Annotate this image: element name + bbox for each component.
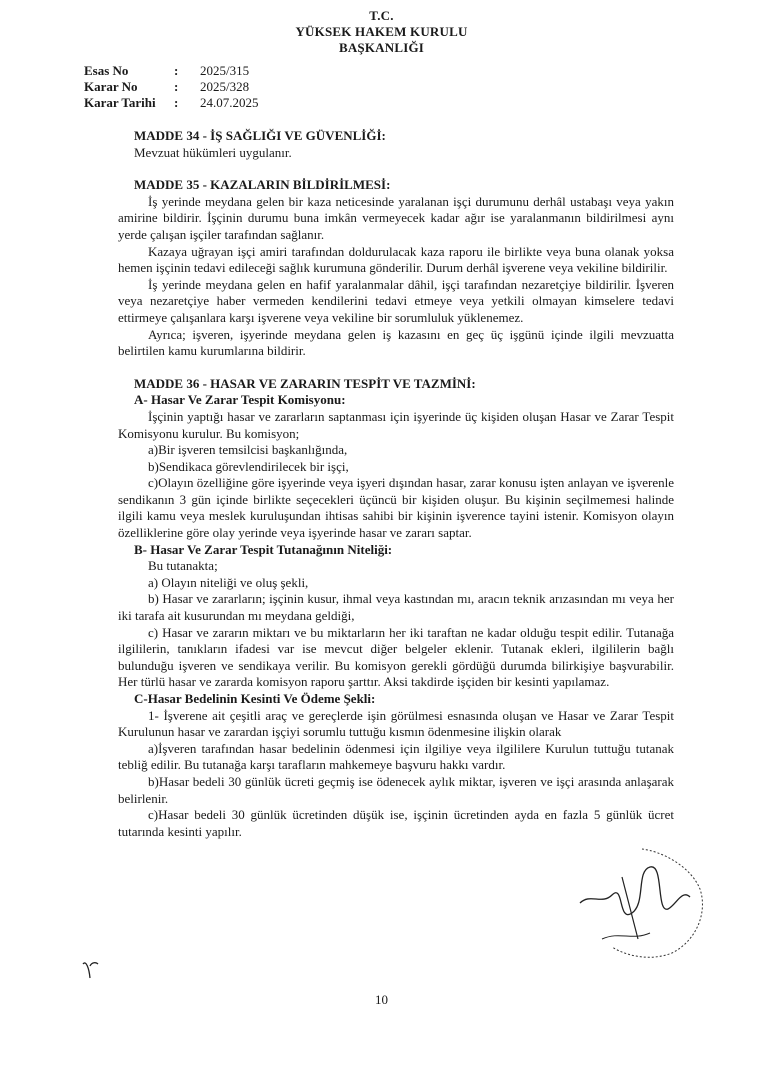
article-35-paragraph: İş yerinde meydana gelen bir kaza neticesinde yaralanan işçi durumunu derhâl ustabaşı veya yakın amirine bildirir. İşçinin durumu buna imkân vermeyecek kadar ağır ise yaralanmanın bildirilmesi aynı yerde çalışan işçiler tarafından sağlanır. (118, 193, 674, 242)
document-body (118, 128, 674, 840)
section-b-item: a) Olayın niteliği ve oluş şekli, (148, 574, 309, 590)
handwritten-signature (572, 843, 712, 963)
header-line-office: BAŞKANLIĞI (338, 40, 425, 55)
header-line-tc: T.C. (369, 8, 394, 23)
header-line-institution: YÜKSEK HAKEM KURULU (295, 24, 468, 39)
case-metadata (84, 63, 259, 111)
meta-value: 2025/315 (200, 63, 250, 78)
meta-colon: : (174, 95, 179, 110)
page-number: 10 (375, 992, 388, 1007)
meta-value: 24.07.2025 (200, 95, 259, 110)
section-b-item: c) Hasar ve zararın miktarı ve bu miktarların her iki taraftan ne kadar olduğu tespit edilir. Tutanağa ilgililerin, tanıkların ifadesi var ise mevcut diğer belgeler eklenir. Tutanak ekleri, ilgililerin bağlı bulunduğu işveren ve sendikaya verilir. Bu komisyon gerekli gördüğü durumda bilirkişiye başvurabilir. Her türlü hasar ve zararda komisyon raporu şarttır. Aksi takdirde işçiden bir kesinti yapılamaz. (118, 624, 674, 690)
margin-initial-mark (80, 958, 100, 980)
article-34-title: MADDE 34 - İŞ SAĞLIĞI VE GÜVENLİĞİ: (134, 128, 386, 143)
section-b-item: b) Hasar ve zararların; işçinin kusur, ihmal veya kastından mı, aracın teknik arızasından mı veya her iki tarafa ait kusurundan mı meydana geldiği, (118, 591, 674, 624)
meta-colon: : (174, 79, 179, 94)
article-35-title: MADDE 35 - KAZALARIN BİLDİRİLMESİ: (134, 177, 391, 193)
meta-value: 2025/328 (200, 79, 250, 94)
section-c-paragraph: 1- İşverene ait çeşitli araç ve gereçlerde işin görülmesi esnasında oluşan ve Hasar ve Zarar Tespit Kurulunun hasar ve zarardan işçiyi sorumlu tuttuğu kısmın ödenmesine ilişkin olarak (118, 707, 674, 740)
section-c-item: c)Hasar bedeli 30 günlük ücretinden düşük ise, işçinin ücretinden ayda en fazla 5 günlük ücret tutarında kesinti yapılır. (118, 807, 674, 839)
section-a-item: c)Olayın özelliğine göre işyerinde veya işyeri dışından hasar, zarar konusu işten anlayan ve işverenle sendikanın 3 gün içinde birlikte seçecekleri üçüncü bir kişiden oluşur. Bu kişinin seçilmemesi halinde ilgili kamu veya meslek kuruluşundan ihtisas sahibi bir kişinin işverence tayini istenir. Komisyon olayın özelliklerine göre olay yerinde veya işyerinde hasar ve zararı saptar. (118, 475, 674, 541)
meta-key: Karar Tarihi (84, 95, 156, 110)
meta-row-tarih (84, 95, 259, 111)
article-36-title: MADDE 36 - HASAR VE ZARARIN TESPİT VE TAZMİNİ: (134, 375, 476, 391)
meta-row-karar (84, 79, 259, 95)
meta-key: Esas No (84, 63, 129, 78)
section-a-paragraph: İşçinin yaptığı hasar ve zararların saptanması için işyerinde üç kişiden oluşan Hasar ve Zarar Tespit Komisyonu kurulur. Bu komisyon; (118, 408, 674, 441)
section-a-item: a)Bir işveren temsilcisi başkanlığında, (148, 442, 348, 458)
document-header (0, 8, 763, 56)
meta-key: Karar No (84, 79, 138, 94)
section-c-item: b)Hasar bedeli 30 günlük ücreti geçmiş ise ödenecek aylık miktar, işveren ve işçi arasında anlaşarak belirlenir. (118, 773, 674, 806)
article-35-paragraph: İş yerinde meydana gelen en hafif yaralanmalar dâhil, işçi tarafından nezaretçiye bildirilir. İşveren veya nezaretçiye haber vermeden kendilerini tedavi etmeye veya yetkili olmayan kimselere tedavi ettirmeye çalışanlara karşı işverene veya vekiline bir sorumluluk yüklenemez. (118, 276, 674, 325)
section-c-item: a)İşveren tarafından hasar bedelinin ödenmesi için ilgiliye veya ilgililere Kurulun tuttuğu tutanak tebliğ edilir. Bu tutanağa karşı tarafların mahkemeye başvuru hakkı vardır. (118, 740, 674, 773)
section-b-title: B- Hasar Ve Zarar Tespit Tutanağının Niteliği: (134, 541, 393, 557)
article-34-text: Mevzuat hükümleri uygulanır. (134, 144, 292, 160)
meta-row-esas (84, 63, 259, 79)
section-b-paragraph: Bu tutanakta; (148, 558, 218, 574)
section-c-title: C-Hasar Bedelinin Kesinti Ve Ödeme Şekli: (134, 691, 376, 706)
article-35-paragraph: Kazaya uğrayan işçi amiri tarafından doldurulacak kaza raporu ile birlikte veya buna olanak yoksa hemen işçinin tedavi edileceği sağlık kurumuna gönderilir. Durum derhâl işverene veya vekiline bildirilir. (118, 243, 674, 276)
section-a-title: A- Hasar Ve Zarar Tespit Komisyonu: (134, 392, 346, 408)
section-a-item: b)Sendikaca görevlendirilecek bir işçi, (148, 458, 349, 474)
meta-colon: : (174, 63, 179, 78)
article-35-paragraph: Ayrıca; işveren, işyerinde meydana gelen iş kazasını en geç üç işgünü içinde ilgili mevzuatta belirtilen kamu kurumlarına bildirir. (118, 326, 674, 359)
